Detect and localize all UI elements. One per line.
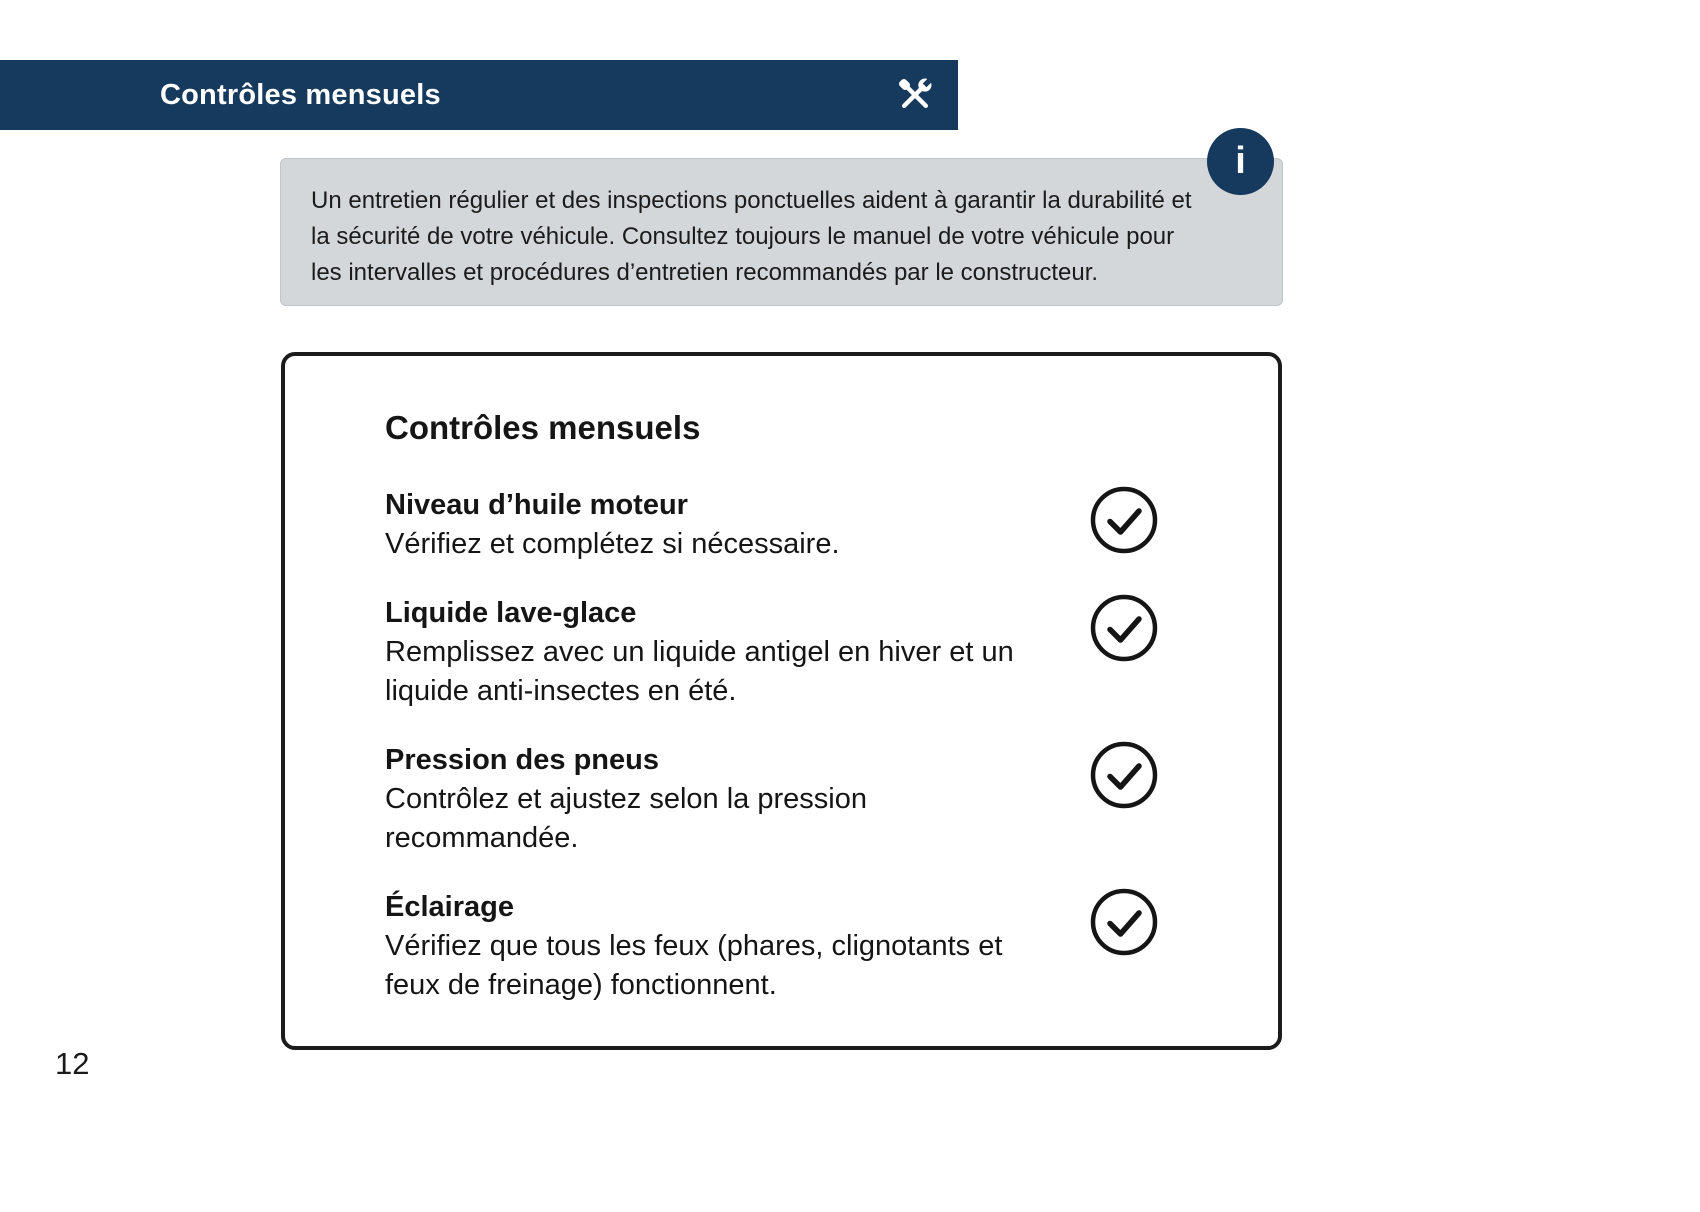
checklist-title: Contrôles mensuels [385, 409, 701, 446]
section-title: Contrôles mensuels [160, 78, 441, 111]
checklist-item-title: Liquide lave-glace [385, 597, 637, 629]
checklist-item-title: Éclairage [385, 891, 514, 923]
section-header-bar [0, 60, 958, 130]
info-note [280, 158, 1283, 306]
checklist-item-lighting [385, 888, 1160, 1005]
checklist-item-text [385, 486, 1033, 564]
checklist-item-washer-fluid [385, 594, 1160, 711]
check-circle-icon [1088, 592, 1160, 664]
page-number: 12 [55, 1046, 90, 1081]
checklist-item-description: Contrôlez et ajustez selon la pression recommandée. [385, 783, 867, 854]
checklist-item-tire-pressure [385, 741, 1160, 858]
checklist-item-oil [385, 486, 1160, 564]
check-circle-icon [1088, 739, 1160, 811]
info-note-text: Un entretien régulier et des inspections ponctuelles aident à garantir la durabilité et la sécurité de votre véhicule. Consultez toujours le manuel de votre véhicule pour les intervalles et procédures d’entretien recommandés par le constructeur. [311, 187, 1192, 286]
checklist-item-description: Vérifiez et complétez si nécessaire. [385, 528, 840, 560]
info-icon-letter: i [1235, 140, 1246, 182]
checklist-item-text [385, 594, 1033, 711]
checklist-item-text [385, 888, 1033, 1005]
info-icon [1207, 128, 1274, 195]
checklist-item-description: Remplissez avec un liquide antigel en hiver et un liquide anti-insectes en été. [385, 636, 1014, 707]
checklist-item-text [385, 741, 1033, 858]
checklist-item-description: Vérifiez que tous les feux (phares, clignotants et feux de freinage) fonctionnent. [385, 930, 1003, 1001]
checklist-item-title: Niveau d’huile moteur [385, 489, 688, 521]
checklist-item-title: Pression des pneus [385, 744, 659, 776]
check-circle-icon [1088, 886, 1160, 958]
check-circle-icon [1088, 484, 1160, 556]
tools-icon [894, 74, 936, 116]
checklist-card [281, 352, 1282, 1050]
